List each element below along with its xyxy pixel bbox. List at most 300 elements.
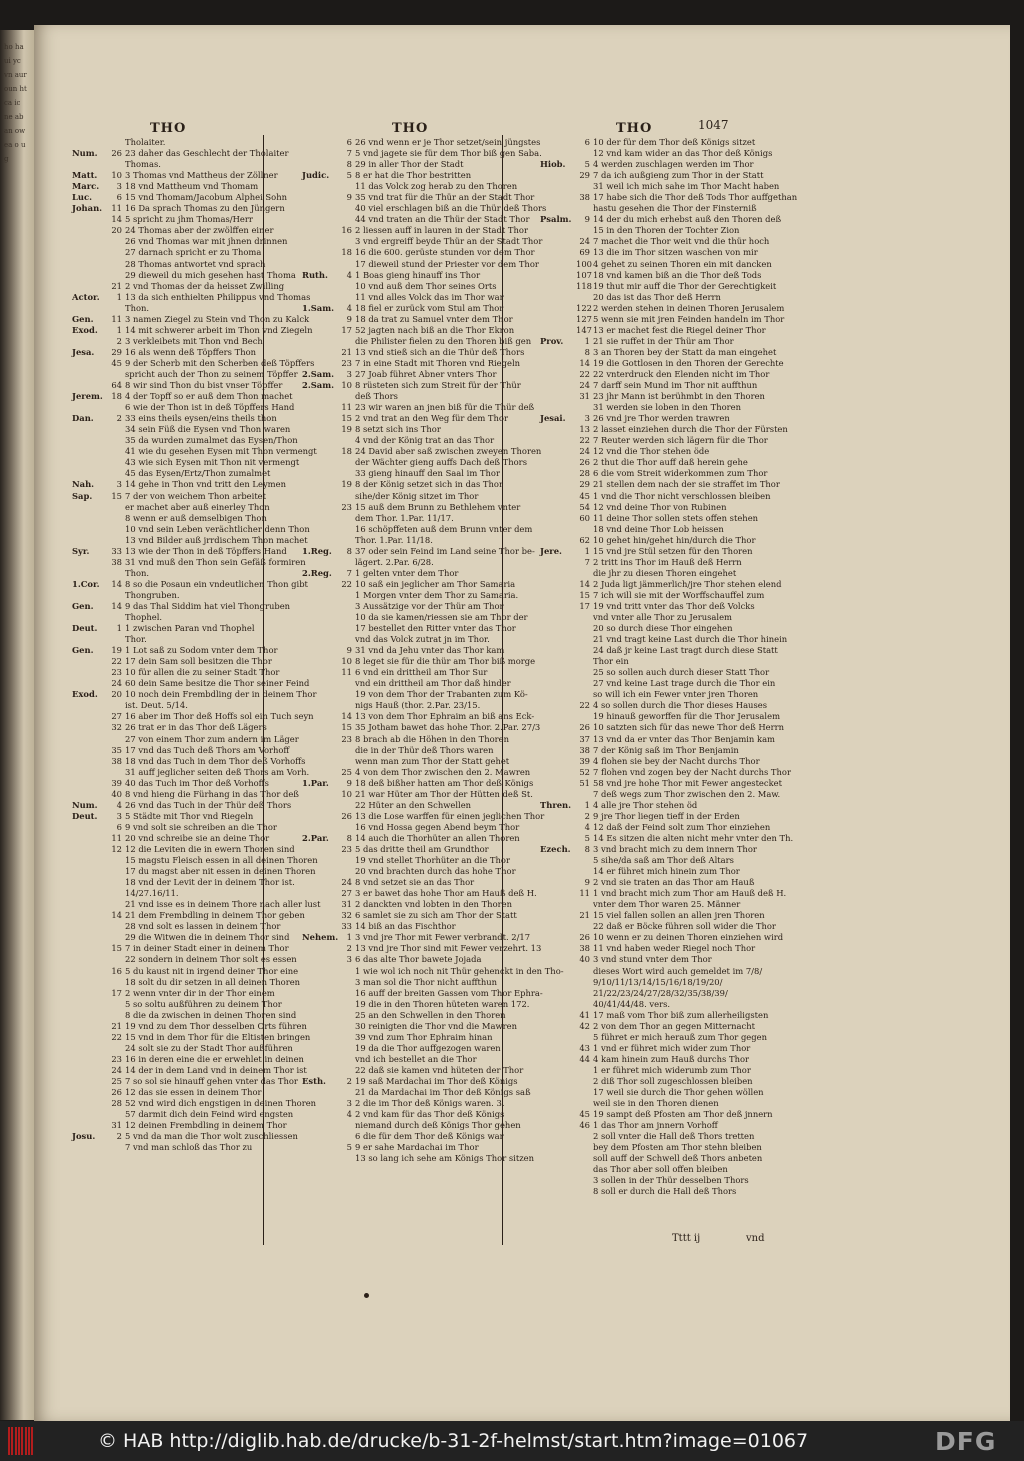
entry-text: 17 bestellet den Ritter vnter das Thor: [355, 623, 516, 634]
entry-text: 19 hinauß geworffen für die Thor Jerusalem: [593, 711, 781, 722]
book-ref: [302, 535, 338, 546]
entry-line: [72, 634, 306, 645]
chapter-number: 38: [579, 744, 590, 755]
entry-line: [302, 910, 538, 921]
book-ref: Deut.: [72, 623, 98, 634]
entry-line: [540, 468, 768, 479]
book-ref: [72, 1032, 108, 1043]
entry-line: [72, 303, 306, 314]
facing-page-spine: [0, 30, 34, 1420]
chapter-number: [108, 236, 125, 247]
book-ref: [540, 1032, 576, 1043]
chapter-number: 39: [111, 777, 122, 788]
chapter-number: 22: [579, 700, 590, 711]
book-ref: Ruth.: [302, 269, 328, 280]
entry-line: [302, 678, 538, 689]
book-ref: [302, 247, 338, 258]
entry-text: 43 wie sich Eysen mit Thon nit vermengt: [125, 457, 300, 468]
book-ref: [540, 568, 576, 579]
entry-line: [302, 645, 538, 656]
entry-line: [72, 181, 306, 192]
entry-text: 14/27.16/11.: [125, 888, 179, 899]
book-ref: [72, 435, 108, 446]
book-ref: 1.Sam.: [302, 302, 334, 313]
entry-line: [540, 568, 750, 579]
entry-line: [302, 303, 538, 314]
chapter-number: [338, 1087, 355, 1098]
entry-line: [72, 745, 306, 756]
entry-text: lägert. 2.Par. 6/28.: [355, 556, 434, 567]
entry-line: [540, 391, 765, 402]
entry-line: [302, 137, 541, 148]
book-ref: Psalm.: [540, 214, 572, 225]
entry-line: [72, 1065, 306, 1076]
entry-line: [72, 137, 306, 148]
entry-text: 7 so sol sie hinauff gehen vnter das Thor: [125, 1075, 298, 1086]
chapter-number: 22: [341, 578, 352, 589]
entry-text: 33 gieng hinauff den Saal im Thor: [355, 468, 500, 479]
book-ref: [302, 700, 338, 711]
book-ref: Num.: [72, 799, 98, 810]
book-ref: [72, 711, 108, 722]
entry-text: 12 daß der Feind solt zum Thor einziehen: [593, 821, 771, 832]
entry-line: [540, 479, 780, 490]
entry-text: 21 dem Frembdling in deinem Thor geben: [125, 910, 305, 921]
book-ref: 2.Reg.: [302, 567, 332, 578]
chapter-number: 31: [111, 1120, 122, 1131]
book-ref: [72, 822, 108, 833]
entry-line: [72, 568, 306, 579]
entry-line: [540, 766, 791, 778]
entry-line: [72, 678, 310, 689]
entry-text: 6 die für dem Thor deß Königs war: [355, 1131, 504, 1142]
chapter-number: 19: [111, 645, 122, 656]
entry-line: [302, 170, 538, 181]
entry-text: 2 vnd sie traten an das Thor am Hauß: [593, 877, 755, 888]
book-ref: [302, 999, 338, 1010]
chapter-number: 1: [116, 324, 122, 335]
chapter-number: 22: [579, 435, 590, 446]
book-ref: [72, 1076, 108, 1087]
book-ref: [302, 966, 338, 977]
entry-text: 7 ich will sie mit der Worffschauffel zum: [593, 589, 765, 600]
book-ref: [540, 678, 576, 689]
book-ref: [540, 347, 576, 358]
entry-text: 21 vnd isse es in deinem Thore nach aller lust: [125, 899, 321, 910]
book-ref: [540, 977, 576, 988]
entry-line: [302, 932, 538, 943]
chapter-number: [108, 247, 125, 258]
entry-line: [540, 943, 756, 954]
book-ref: [72, 932, 108, 943]
entry-line: [540, 1031, 767, 1043]
entry-line: [540, 1164, 750, 1175]
entry-line: [540, 502, 750, 513]
chapter-number: 14: [579, 578, 590, 589]
book-ref: [540, 1164, 576, 1175]
chapter-number: 20: [111, 689, 122, 700]
chapter-number: 22: [111, 656, 122, 667]
entry-text: nigs Hauß (thor. 2.Par. 23/15.: [355, 700, 481, 711]
entry-line: [302, 1098, 538, 1109]
entry-line: [302, 778, 538, 789]
entry-line: [540, 236, 770, 247]
entry-text: vnd vnter alle Thor zu Jerusalem: [593, 612, 732, 623]
entry-text: 44 vnd traten an die Thür der Stadt Thor: [355, 214, 530, 225]
entry-line: [540, 877, 755, 888]
entry-text: 27 vnd keine Last trage durch die Thor ein: [593, 678, 776, 689]
entry-text: 15 magstu Fleisch essen in all deinen Thoren: [125, 855, 318, 866]
book-ref: Judic.: [302, 170, 330, 181]
book-ref: [540, 899, 576, 910]
book-ref: [540, 700, 576, 711]
chapter-number: 45: [111, 357, 122, 368]
chapter-number: 64: [111, 380, 122, 391]
chapter-number: 17: [341, 324, 352, 335]
source-link[interactable]: © HAB http://diglib.hab.de/drucke/b-31-2f-helmst/start.htm?image=01067: [98, 1430, 809, 1452]
logo-stripe: [8, 1427, 10, 1455]
entry-text: 29 die Witwen die in deinem Thor sind: [125, 932, 290, 943]
entry-line: [72, 645, 306, 656]
chapter-number: [576, 921, 593, 932]
chapter-number: 14: [111, 214, 122, 225]
entry-line: [540, 711, 781, 722]
book-ref: [540, 270, 576, 281]
chapter-number: 20: [111, 225, 122, 236]
entry-text: 31 auff jeglicher seiten deß Thors am Vorh.: [125, 766, 310, 777]
book-ref: [302, 667, 338, 678]
chapter-number: 26: [579, 932, 590, 943]
chapter-number: 1: [584, 799, 590, 810]
book-ref: [302, 601, 338, 612]
chapter-number: 9: [346, 313, 352, 324]
entry-line: [540, 435, 768, 446]
entry-text: 3 verkleibets mit Thon vnd Bech: [125, 335, 263, 346]
book-ref: 1.Reg.: [302, 545, 332, 556]
book-ref: [540, 623, 576, 634]
entry-line: [72, 402, 306, 413]
book-ref: [302, 634, 338, 645]
entry-text: 19 die Gottlosen in den Thoren der Gerechte: [593, 357, 784, 368]
entry-text: 19 vnd tritt vnter das Thor deß Volcks: [593, 600, 755, 611]
entry-text: er machet aber auß einerley Thon: [125, 501, 270, 512]
book-ref: [540, 247, 576, 258]
chapter-number: [576, 711, 593, 722]
book-ref: [302, 468, 338, 479]
entry-text: 1 vnd bracht mich zum Thor am Hauß deß H.: [593, 888, 787, 899]
chapter-number: 11: [111, 832, 122, 843]
entry-text: Thon.: [125, 567, 150, 578]
entry-line: [302, 689, 538, 700]
chapter-number: 3: [116, 479, 122, 490]
chapter-number: [338, 601, 355, 612]
entry-text: 10 gehet hin/gehet hin/durch die Thor: [593, 534, 756, 545]
book-ref: [540, 734, 576, 745]
book-ref: [540, 1186, 576, 1197]
entry-line: [540, 302, 785, 314]
chapter-number: 40: [111, 788, 122, 799]
entry-line: [302, 1010, 538, 1021]
entry-text: 19 saß Mardachai im Thor deß Königs: [355, 1075, 518, 1086]
chapter-number: [338, 557, 355, 568]
entry-text: bey dem Pfosten am Thor stehn bleiben: [593, 1142, 762, 1153]
book-ref: Ezech.: [540, 844, 571, 854]
chapter-number: 45: [579, 1109, 590, 1120]
chapter-number: 21: [341, 346, 352, 357]
chapter-number: [108, 424, 125, 435]
book-ref: [540, 1131, 576, 1142]
entry-text: 13 so lang ich sehe am Königs Thor sitzen: [355, 1153, 534, 1164]
footer-bar: [0, 1421, 1024, 1461]
book-ref: [302, 391, 338, 402]
chapter-number: [576, 634, 593, 645]
book-ref: [540, 1087, 576, 1098]
chapter-number: 25: [111, 1075, 122, 1086]
chapter-number: 24: [341, 877, 352, 888]
chapter-number: 29: [111, 346, 122, 357]
chapter-number: [108, 259, 125, 270]
entry-text: 1 gelten vnter dem Thor: [355, 567, 459, 578]
entry-text: 27 von einem Thor zum andern im Läger: [125, 733, 299, 744]
entry-line: [72, 778, 306, 789]
chapter-number: 127: [576, 313, 592, 324]
entry-text: 8 wenn er auß demselbigen Thon: [125, 512, 267, 523]
entry-line: [302, 921, 538, 932]
book-ref: [540, 369, 576, 380]
entry-line: [72, 700, 306, 711]
entry-line: [540, 855, 750, 866]
entry-line: [302, 1021, 538, 1032]
book-page: [34, 25, 1010, 1421]
entry-line: [540, 678, 776, 689]
chapter-number: 15: [341, 722, 352, 733]
entry-text: 3 vnd ergreiff beyde Thür an der Stadt Thor: [355, 236, 543, 247]
entry-line: [302, 546, 538, 557]
book-ref: [302, 899, 338, 910]
entry-line: [540, 159, 754, 170]
entry-line: [540, 512, 759, 524]
chapter-number: [338, 977, 355, 988]
entry-text: Thon.: [125, 302, 150, 313]
book-ref: [72, 513, 108, 524]
chapter-number: [108, 612, 125, 623]
book-ref: [302, 214, 338, 225]
entry-text: 10 vnd auß dem Thor seines Orts: [355, 280, 497, 291]
book-ref: [72, 910, 108, 921]
entry-line: [540, 667, 770, 678]
book-ref: Num.: [72, 148, 98, 159]
entry-text: 1 das Thor am jnnern Vorhoff: [593, 1120, 718, 1131]
entry-text: 1 er führet mich widerumb zum Thor: [593, 1064, 751, 1075]
entry-text: 39 vnd zum Thor Ephraim hinan: [355, 1031, 493, 1042]
entry-text: 9 er sahe Mardachai im Thor: [355, 1142, 479, 1153]
entry-line: [540, 402, 750, 413]
entry-line: [72, 910, 306, 921]
book-ref: [72, 1109, 108, 1120]
book-ref: [540, 479, 576, 490]
chapter-number: [108, 899, 125, 910]
entry-line: [540, 578, 782, 590]
chapter-number: 10: [341, 788, 352, 799]
book-ref: [302, 855, 338, 866]
book-ref: [72, 734, 108, 745]
entry-line: [302, 347, 538, 358]
entry-text: 3 vnd bracht mich zu dem innern Thor: [593, 844, 757, 854]
column-head-1: THO: [150, 121, 187, 136]
entry-text: weil sie in den Thoren dienen: [593, 1098, 719, 1109]
entry-text: 31 vnd muß den Thon sein Gefäß formiren: [125, 556, 306, 567]
chapter-number: 16: [111, 965, 122, 976]
entry-line: [302, 756, 538, 767]
book-ref: [302, 734, 338, 745]
entry-text: 16 vnd Hossa gegen Abend beym Thor: [355, 821, 520, 832]
chapter-number: 15: [579, 589, 590, 600]
book-ref: Gen.: [72, 600, 94, 611]
book-ref: [540, 579, 576, 590]
entry-line: [302, 623, 538, 634]
entry-line: [72, 1021, 306, 1032]
entry-text: 2 vnd kam für das Thor deß Königs: [355, 1109, 505, 1120]
book-ref: Deut.: [72, 810, 98, 821]
entry-text: 17 maß vom Thor biß zum allerheiligsten: [593, 1009, 769, 1020]
entry-text: 6 wie der Thon ist in deß Töpffers Hand: [125, 402, 295, 413]
entry-line: [302, 413, 538, 424]
chapter-number: [338, 822, 355, 833]
book-ref: [72, 833, 108, 844]
entry-line: [302, 325, 538, 336]
entry-text: 40 viel erschlagen biß an die Thür deß Thors: [355, 203, 547, 214]
book-ref: [302, 888, 338, 899]
chapter-number: 15: [111, 943, 122, 954]
chapter-number: 21: [111, 280, 122, 291]
entry-line: [302, 612, 538, 623]
book-ref: [72, 1021, 108, 1032]
entry-text: 25 an den Schwellen in den Thoren: [355, 1009, 506, 1020]
entry-line: [540, 346, 777, 358]
entry-line: [540, 181, 780, 192]
book-ref: [540, 292, 576, 303]
chapter-number: [108, 866, 125, 877]
entry-text: 19 die in den Thoren hüteten waren 172.: [355, 998, 530, 1009]
book-ref: [540, 722, 576, 733]
book-ref: [302, 259, 338, 270]
book-ref: [72, 745, 108, 756]
book-ref: [72, 767, 108, 778]
entry-line: [540, 755, 760, 767]
entry-line: [72, 1142, 306, 1153]
book-ref: [540, 866, 576, 877]
book-ref: [540, 932, 576, 943]
entry-text: 22 Hüter an den Schwellen: [355, 799, 472, 810]
chapter-number: [108, 303, 125, 314]
entry-line: [302, 601, 538, 612]
entry-text: 35 vnd trat für die Thür an der Stadt Thor: [355, 192, 535, 203]
entry-line: [540, 921, 776, 932]
chapter-number: 24: [579, 380, 590, 391]
entry-line: [302, 943, 542, 954]
book-ref: [72, 137, 108, 148]
entry-text: 8 vnd setzet sie an das Thor: [355, 877, 475, 888]
entry-text: 3 Aussätzige vor der Thür am Thor: [355, 600, 504, 611]
entry-text: 7 darff sein Mund im Thor nit auffthun: [593, 380, 758, 391]
entry-line: [72, 822, 306, 833]
entry-line: [72, 833, 306, 844]
chapter-number: 21: [111, 1020, 122, 1031]
entry-line: [302, 1076, 538, 1087]
book-ref: [540, 855, 576, 866]
entry-text: 10 noch dein Frembdling der in deinem Thor: [125, 689, 317, 700]
entry-text: 24 daß jr keine Last tragt durch diese Statt: [593, 645, 778, 656]
chapter-number: [108, 270, 125, 281]
book-ref: [72, 214, 108, 225]
entry-text: 13 vnd stieß sich an die Thür deß Thors: [355, 346, 525, 357]
entry-text: 7 vnd man schloß das Thor zu: [125, 1142, 253, 1153]
entry-text: 31 weil ich mich sahe im Thor Macht haben: [593, 181, 780, 192]
chapter-number: 31: [341, 899, 352, 910]
book-ref: [540, 1065, 576, 1076]
entry-text: 57 darmit dich dein Feind wird engsten: [125, 1109, 294, 1120]
entry-text: 22 daß er Böcke führen soll wider die Thor: [593, 921, 776, 932]
book-ref: [302, 325, 338, 336]
entry-line: [540, 700, 768, 711]
book-ref: [540, 711, 576, 722]
chapter-number: [108, 977, 125, 988]
chapter-number: 1: [346, 932, 352, 943]
book-ref: [302, 479, 338, 490]
book-ref: [302, 1043, 338, 1054]
chapter-number: 18: [341, 247, 352, 258]
chapter-number: 37: [579, 733, 590, 744]
entry-text: ist. Deut. 5/14.: [125, 700, 188, 711]
book-ref: [72, 1043, 108, 1054]
book-ref: [540, 446, 576, 457]
book-ref: [302, 579, 338, 590]
book-ref: [302, 789, 338, 800]
entry-line: [302, 369, 538, 380]
book-ref: [302, 424, 338, 435]
entry-text: 8 rüsteten sich zum Streit für der Thür: [355, 380, 521, 391]
book-ref: [302, 612, 338, 623]
book-ref: [540, 424, 576, 435]
book-ref: [302, 159, 338, 170]
chapter-number: 26: [111, 1087, 122, 1098]
entry-line: [72, 866, 316, 877]
entry-text: Thophel.: [125, 612, 163, 623]
entry-text: 3 man sol die Thor nicht auffthun: [355, 976, 498, 987]
entry-text: 9 das Thal Siddim hat viel Thongruben: [125, 600, 291, 611]
chapter-number: 11: [341, 667, 352, 678]
entry-line: [72, 369, 306, 380]
entry-line: [72, 689, 317, 700]
entry-text: 10 für allen die zu seiner Stadt Thor: [125, 667, 280, 678]
book-ref: [72, 303, 108, 314]
entry-text: 1 vnd die Thor nicht verschlossen bleiben: [593, 490, 771, 501]
entry-text: 2 die im Thor deß Königs waren. 3.: [355, 1098, 505, 1109]
entry-line: [302, 590, 538, 601]
book-ref: [302, 722, 338, 733]
chapter-number: [338, 612, 355, 623]
entry-line: [302, 402, 538, 413]
entry-text: 21 war Hüter am Thor der Hütten deß St.: [355, 788, 533, 799]
entry-line: [72, 357, 315, 369]
book-ref: [302, 225, 338, 236]
book-ref: Nehem.: [302, 932, 339, 943]
chapter-number: [576, 988, 593, 999]
book-ref: [540, 325, 576, 336]
chapter-number: [576, 977, 593, 988]
entry-text: 8 der König setzet sich in das Thor: [355, 479, 503, 490]
chapter-number: [576, 1131, 593, 1142]
